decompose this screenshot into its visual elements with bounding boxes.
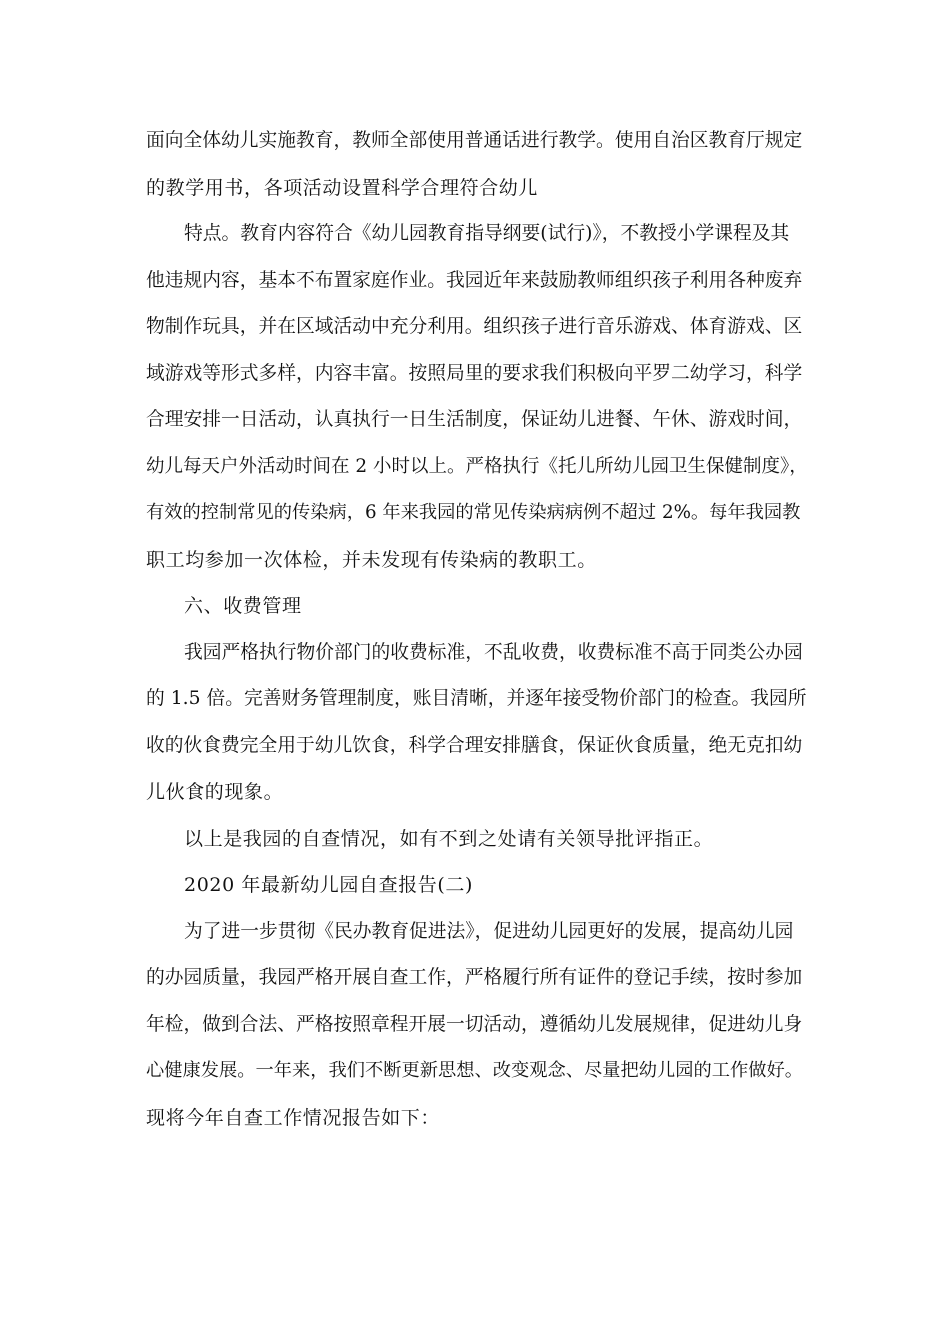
text-line: 他违规内容，基本不布置家庭作业。我园近年来鼓励教师组织孩子利用各种废弃 [146,269,803,291]
text-line: 现将今年自查工作情况报告如下： [146,1106,441,1129]
document-body [0,118,950,1141]
paragraph-first-line: 六、收费管理 [184,595,302,617]
text-line: 收的伙食费完全用于幼儿饮食，科学合理安排膳食，保证伙食质量，绝无克扣幼 [146,734,803,756]
text-line: 面向全体幼儿实施教育，教师全部使用普通话进行教学。使用自治区教育厅规定 [146,130,803,151]
text-line: 幼儿每天户外活动时间在 2 小时以上。严格执行《托儿所幼儿园卫生保健制度》， [146,455,808,477]
text-line: 心健康发展。一年来，我们不断更新思想、改变观念、尽量把幼儿园的工作做好。 [146,1060,803,1081]
text-line: 的办园质量，我园严格开展自查工作，严格履行所有证件的登记手续，按时参加 [146,967,803,988]
paragraph-first-line: 以上是我园的自查情况，如有不到之处请有关领导批评指正。 [184,827,714,850]
paragraph-first-line: 我园严格执行物价部门的收费标准，不乱收费，收费标准不高于同类公办园 [184,641,803,663]
text-line: 职工均参加一次体检，并未发现有传染病的教职工。 [146,548,597,571]
text-line: 儿伙食的现象。 [146,781,284,803]
text-line: 合理安排一日活动，认真执行一日生活制度，保证幼儿进餐、午休、游戏时间， [146,409,803,430]
text-line: 物制作玩具，并在区域活动中充分利用。组织孩子进行音乐游戏、体育游戏、区 [146,316,803,337]
text-line: 有效的控制常见的传染病，6 年来我园的常见传染病病例不超过 2%。每年我园教 [146,502,801,523]
text-line: 的 1.5 倍。完善财务管理制度，账目清晰，并逐年接受物价部门的检查。我园所 [146,688,807,709]
paragraph-first-line: 2020 年最新幼儿园自查报告(二) [184,874,474,896]
paragraph-first-line: 为了进一步贯彻《民办教育促进法》，促进幼儿园更好的发展，提高幼儿园 [184,920,794,942]
text-line: 域游戏等形式多样，内容丰富。按照局里的要求我们积极向平罗二幼学习，科学 [146,362,803,384]
text-line: 的教学用书，各项活动设置科学合理符合幼儿 [146,176,539,199]
text-line: 年检，做到合法、严格按照章程开展一切活动，遵循幼儿发展规律，促进幼儿身 [146,1013,803,1035]
paragraph-first-line: 特点。教育内容符合《幼儿园教育指导纲要(试行)》，不教授小学课程及其 [184,223,790,244]
